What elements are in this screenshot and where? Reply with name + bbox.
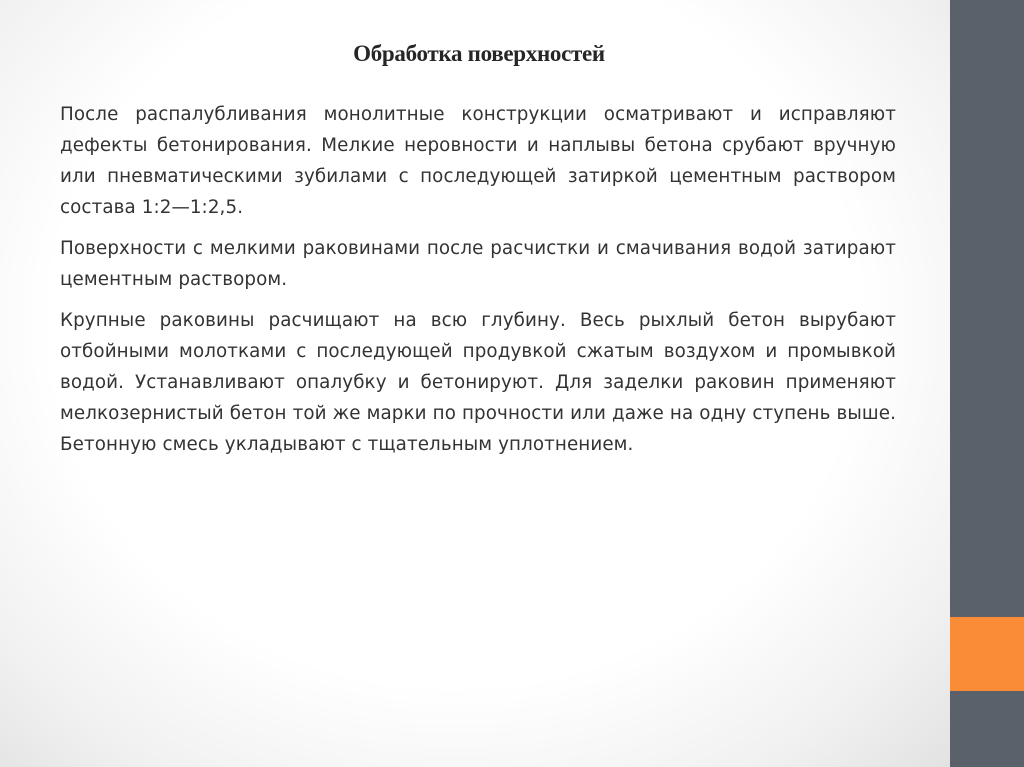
paragraph-1: После распалубливания монолитные конструкции осматривают и исправляют дефекты бетонирования. Мелкие неровности и наплывы бетона срубают вручную или пневматическими зубилами с последующей затиркой цементным раствором состава 1:2—1:2,5. xyxy=(60,104,896,218)
slide-body xyxy=(60,99,896,470)
sidebar-accent-block xyxy=(950,617,1024,691)
decorative-sidebar xyxy=(950,0,1024,767)
slide-title: Обработка поверхностей xyxy=(353,41,605,66)
paragraph-3: Крупные раковины расчищают на всю глубину. Весь рыхлый бетон вырубают отбойными молотками с последующей продувкой сжатым воздухом и промывкой водой. Устанавливают опалубку и бетонируют. Для заделки раковин применяют мелкозернистый бетон той же марки по прочности или даже на одну ступень выше. Бетонную смесь укладывают с тщательным уплотнением. xyxy=(60,310,896,455)
paragraph-2: Поверхности с мелкими раковинами после расчистки и смачивания водой затирают цементным раствором. xyxy=(60,238,896,290)
